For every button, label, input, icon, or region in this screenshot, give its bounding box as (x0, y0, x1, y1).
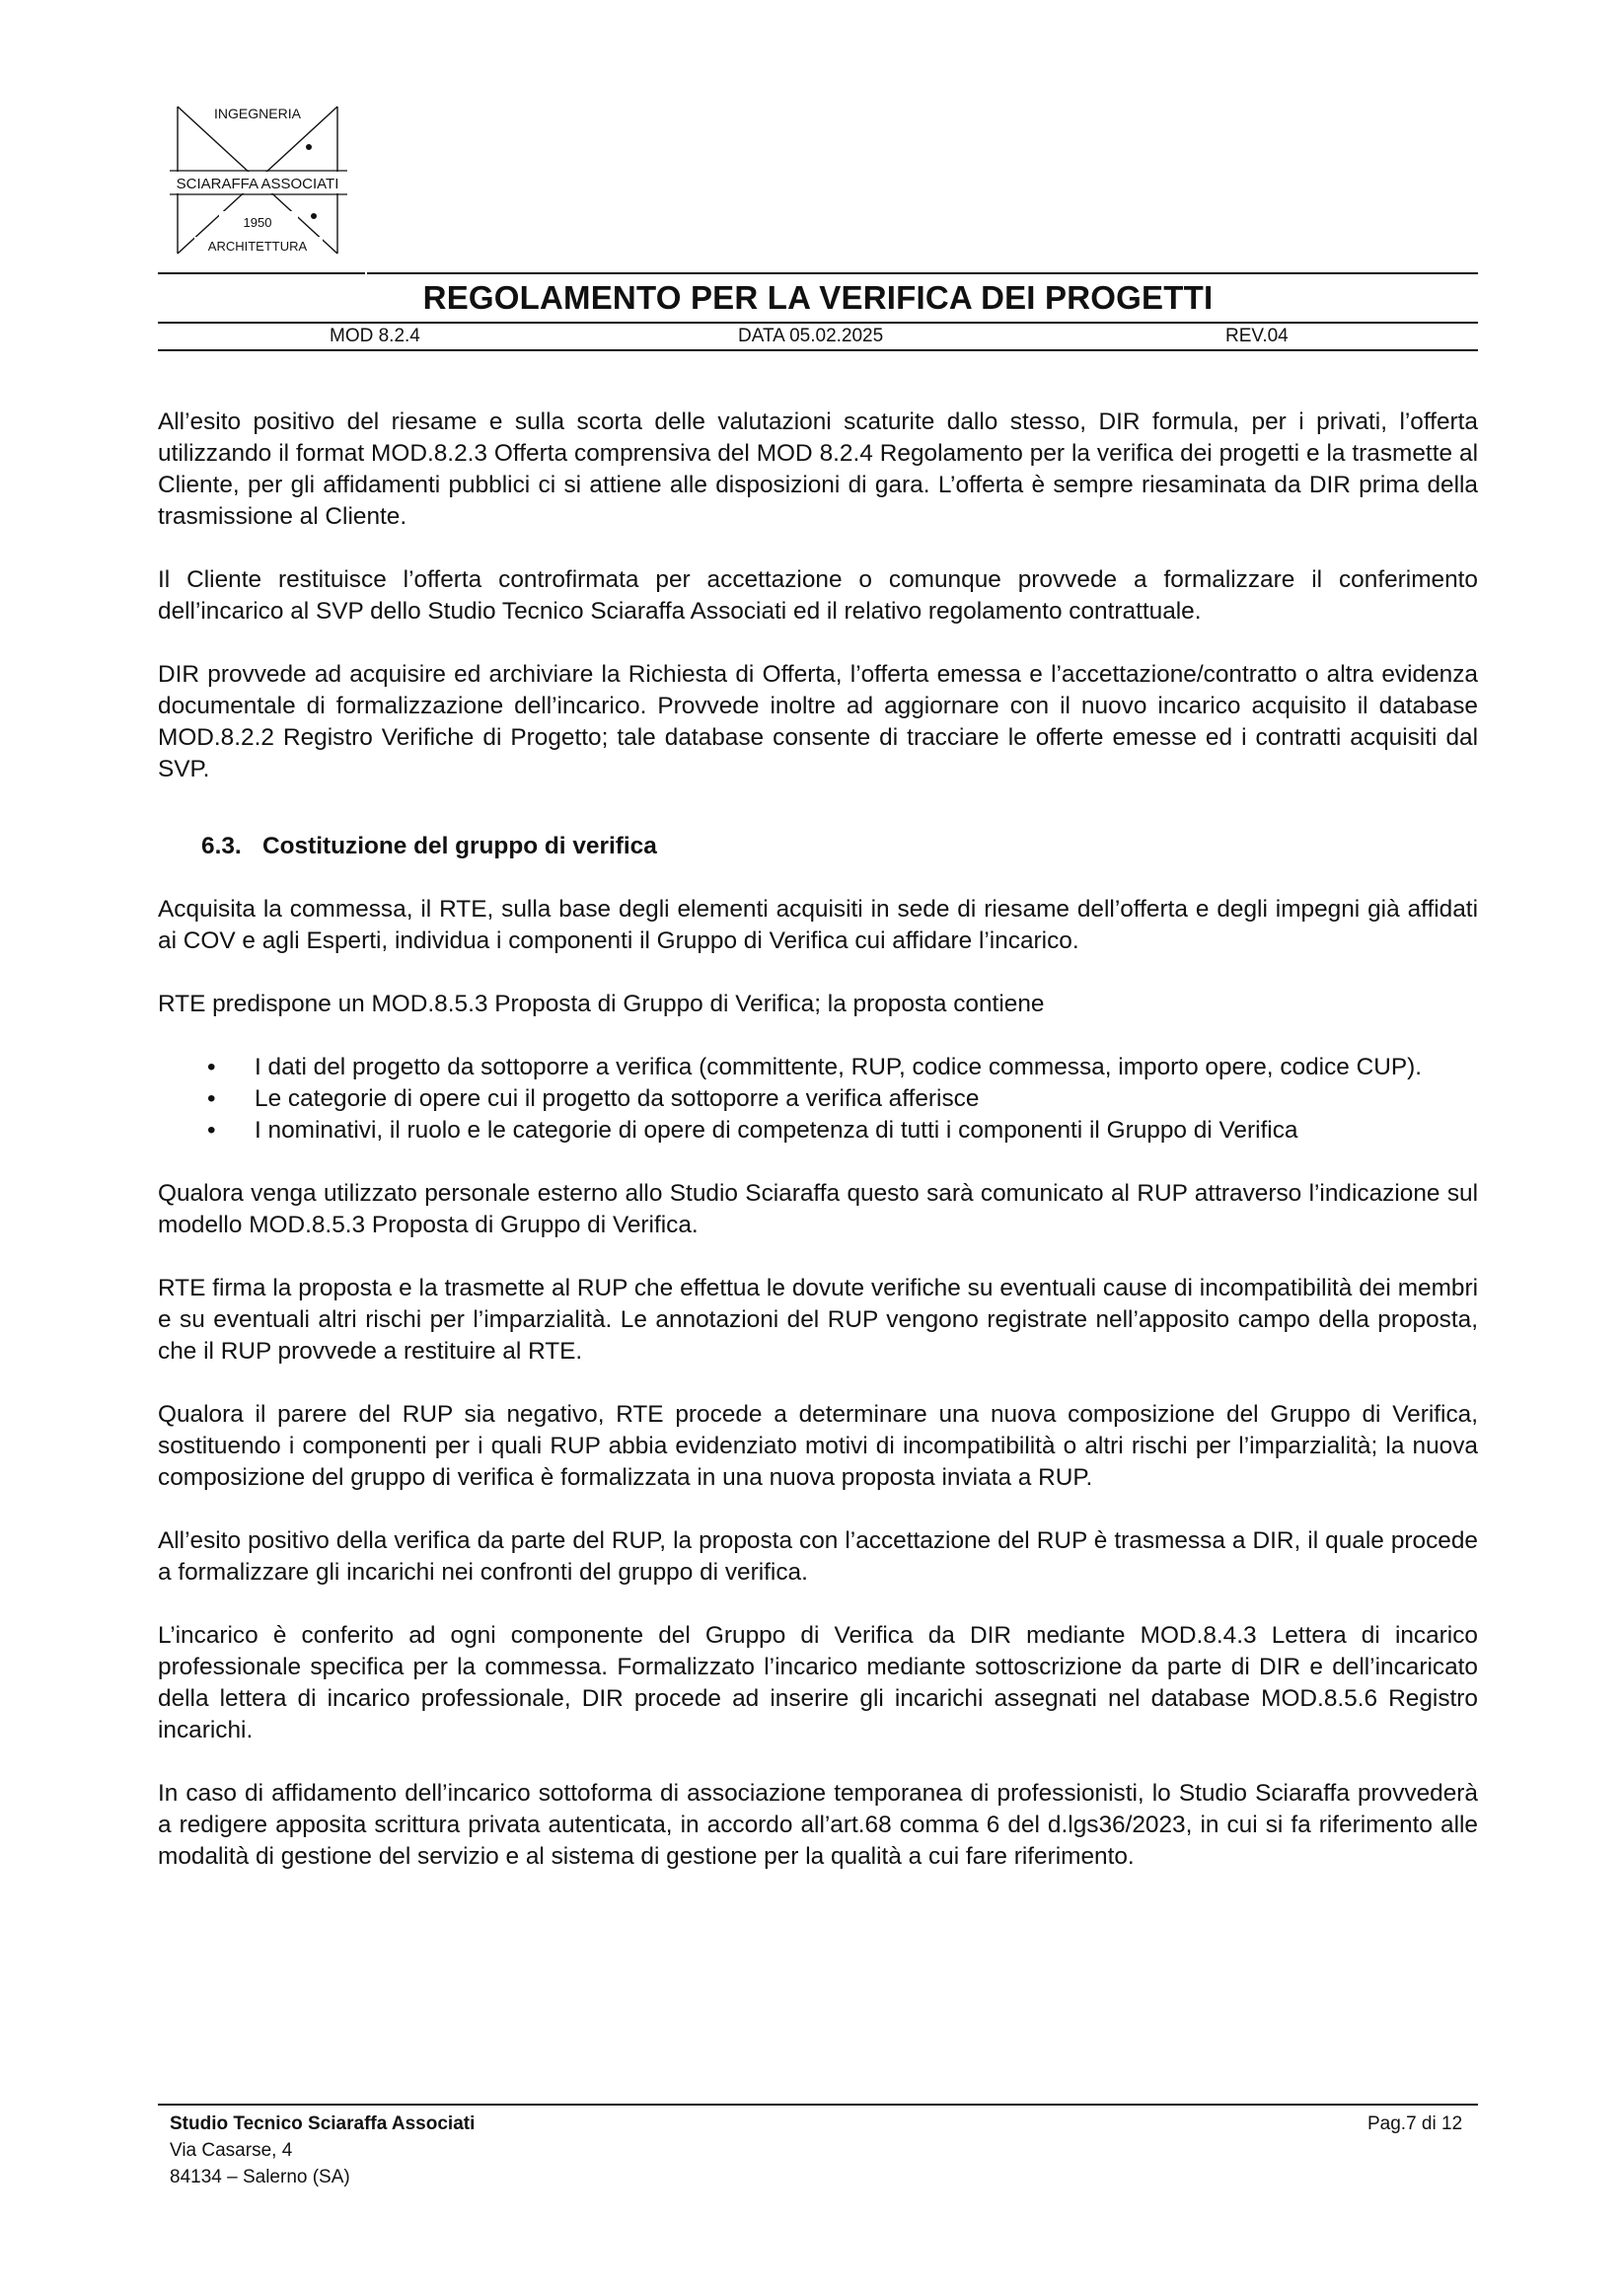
header-revision: REV.04 (1225, 326, 1289, 346)
page-number: Pag.7 di 12 (1367, 2113, 1463, 2134)
header-rule-middle (158, 322, 1478, 324)
header-rule-bottom (158, 349, 1478, 351)
section-title: Costituzione del gruppo di verifica (262, 833, 657, 859)
header-date: DATA 05.02.2025 (738, 326, 884, 346)
paragraph: Qualora venga utilizzato personale esterno allo Studio Sciaraffa questo sarà comunicato al RUP attraverso l’indicazione sul modello MOD.8.5.3 Proposta di Gruppo di Verifica. (158, 1180, 1478, 1238)
bullet-marker: • (207, 1054, 216, 1080)
logo-text-year: 1950 (243, 215, 272, 230)
footer-rule (158, 2104, 1478, 2106)
list-item-text: Le categorie di opere cui il progetto da sottoporre a verifica afferisce (255, 1085, 980, 1112)
bullet-marker: • (207, 1117, 216, 1144)
logo-mark (170, 105, 367, 260)
paragraph: RTE firma la proposta e la trasmette al RUP che effettua le dovute verifiche su eventuali cause di incompatibilità dei membri e su eventuali altri rischi per l’imparzialità. Le annotazioni del RUP vengono registrate nell’apposito campo della proposta, che il RUP provvede a restituire al RTE. (158, 1275, 1478, 1365)
list-intro: RTE predispone un MOD.8.5.3 Proposta di Gruppo di Verifica; la proposta contiene (158, 991, 1045, 1017)
paragraph: Acquisita la commessa, il RTE, sulla base degli elementi acquisiti in sede di riesame dell’offerta e degli impegni già affidati ai COV e agli Esperti, individua i componenti il Gruppo di Verifica cui affidare l’incarico. (158, 896, 1478, 954)
paragraph: DIR provvede ad acquisire ed archiviare la Richiesta di Offerta, l’offerta emessa e l’accettazione/contratto o altra evidenza documentale di formalizzazione dell’incarico. Provvede inoltre ad aggiornare con il nuovo incarico acquisito il database MOD.8.2.2 Registro Verifiche di Progetto; tale database consente di tracciare le offerte emesse ed i contratti acquisiti dal SVP. (158, 661, 1478, 782)
paragraph: L’incarico è conferito ad ogni componente del Gruppo di Verifica da DIR mediante MOD.8.4.3 Lettera di incarico professionale specifica per la commessa. Formalizzato l’incarico mediante sottoscrizione da parte di DIR e dell’incaricato della lettera di incarico professionale, DIR procede ad inserire gli incarichi assegnati nel database MOD.8.5.6 Registro incarichi. (158, 1622, 1478, 1743)
paragraph: All’esito positivo del riesame e sulla scorta delle valutazioni scaturite dallo stesso, DIR formula, per i privati, l’offerta utilizzando il format MOD.8.2.3 Offerta comprensiva del MOD 8.2.4 Regolamento per la verifica dei progetti e la trasmette al Cliente, per gli affidamenti pubblici ci si attiene alle disposizioni di gara. L’offerta è sempre riesaminata da DIR prima della trasmissione al Cliente. (158, 408, 1478, 530)
document-title: REGOLAMENTO PER LA VERIFICA DEI PROGETTI (422, 279, 1214, 316)
footer-company: Studio Tecnico Sciaraffa Associati (170, 2113, 476, 2134)
paragraph: Il Cliente restituisce l’offerta controfirmata per accettazione o comunque provvede a formalizzare il conferimento dell’incarico al SVP dello Studio Tecnico Sciaraffa Associati ed il relativo regolamento contrattuale. (158, 566, 1478, 625)
list-item (158, 1115, 1478, 1147)
header-module-code: MOD 8.2.4 (330, 326, 420, 346)
section-number: 6.3. (201, 833, 242, 859)
paragraph: In caso di affidamento dell’incarico sottoforma di associazione temporanea di professionisti, lo Studio Sciaraffa provvederà a redigere apposita scrittura privata autenticata, in accordo all’art.68 comma 6 del d.lgs36/2023, in cui si fa riferimento alle modalità di gestione del servizio e al sistema di gestione per la qualità a cui fare riferimento. (158, 1780, 1478, 1870)
list-item (158, 1083, 1478, 1115)
header-rule-top (367, 272, 1478, 274)
list-item (158, 1052, 1478, 1083)
logo-text-middle: SCIARAFFA ASSOCIATI (176, 176, 339, 192)
header-rule-top-left (158, 272, 365, 274)
paragraph: Qualora il parere del RUP sia negativo, RTE procede a determinare una nuova composizione del Gruppo di Verifica, sostituendo i componenti per i quali RUP abbia evidenziato motivi di incompatibilità o altri rischi per l’imparzialità; la nuova composizione del gruppo di verifica è formalizzata in una nuova proposta inviata a RUP. (158, 1401, 1478, 1491)
paragraph: All’esito positivo della verifica da parte del RUP, la proposta con l’accettazione del RUP è trasmessa a DIR, il quale procede a formalizzare gli incarichi nei confronti del gruppo di verifica. (158, 1527, 1478, 1586)
document-body (158, 407, 1478, 1904)
list-item-text: I dati del progetto da sottoporre a verifica (committente, RUP, codice commessa, importo opere, codice CUP). (255, 1054, 1423, 1080)
logo-text-top: INGEGNERIA (214, 106, 301, 121)
list-item-text: I nominativi, il ruolo e le categorie di opere di competenza di tutti i componenti il Gruppo di Verifica (255, 1117, 1298, 1144)
logo-text-bottom: ARCHITETTURA (207, 239, 308, 254)
bullet-marker: • (207, 1085, 216, 1112)
section-heading (201, 831, 1478, 862)
company-logo (170, 105, 367, 260)
bullet-list (158, 1052, 1478, 1147)
footer-address-street: Via Casarse, 4 (170, 2140, 293, 2161)
footer-address-city: 84134 – Salerno (SA) (170, 2167, 350, 2187)
